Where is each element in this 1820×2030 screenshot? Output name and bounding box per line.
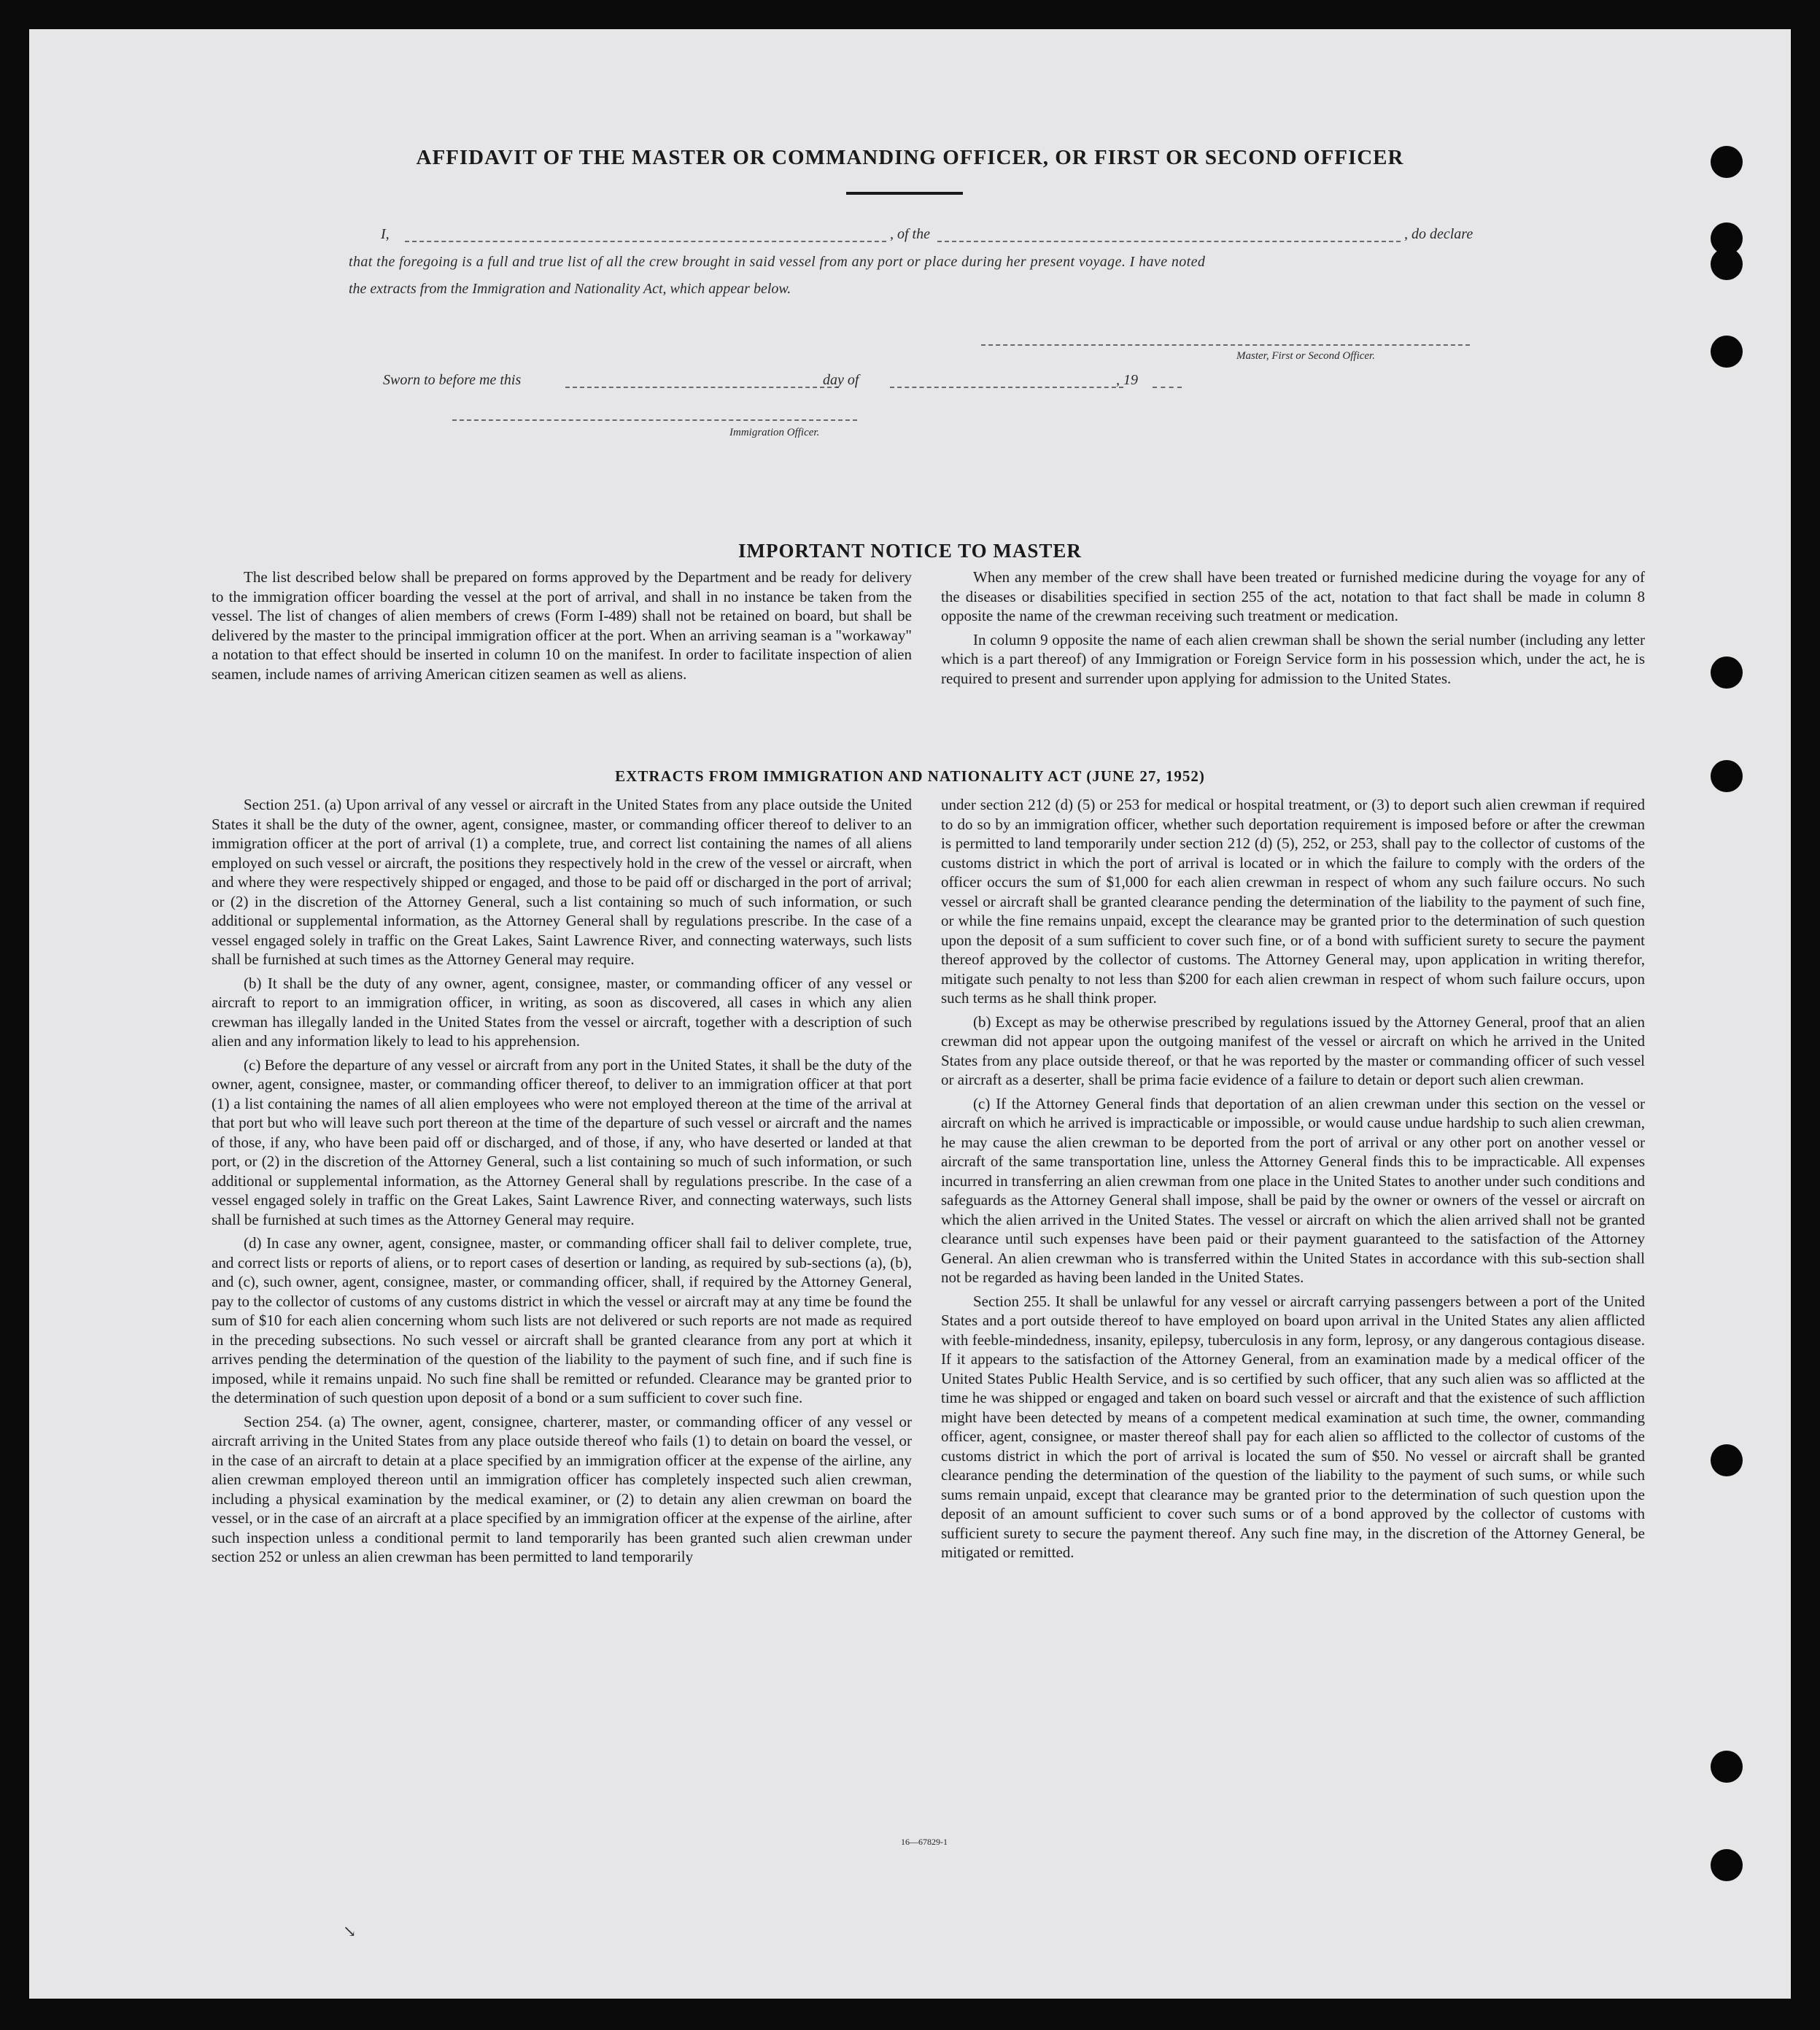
immigration-officer-signature-line[interactable] bbox=[452, 419, 857, 421]
declarant-label: I, bbox=[381, 226, 390, 242]
section-paragraph: (d) In case any owner, agent, consignee, master, or commanding officer shall fail to deliver complete, true, and correct lists or reports of aliens, or to report cases of desertion or landing, as required by sub-sections (a), (b), and (c), such owner, agent, consignee, master, or commanding officer, shall, if required by the Attorney General, pay to the collector of customs of any customs district in which the vessel or aircraft may at any time be found the sum of $10 for each alien concerning whom such lists are not delivered or such reports are not made as required in the preceding subsections. No such vessel or aircraft shall be granted clearance from any port at which it arrives pending the determination of the question of the liability to the payment of such fine, and if such fine is imposed, while it remains unpaid. No such fine shall be remitted or refunded. Clearance may be granted prior to the determination of such question upon deposit of a bond or a sum sufficient to cover such fine. bbox=[212, 1234, 912, 1406]
form-code: 16—67829-1 bbox=[901, 1837, 948, 1847]
year-prefix: , 19 bbox=[1116, 372, 1138, 388]
sworn-year-field[interactable] bbox=[1153, 387, 1182, 388]
punch-hole bbox=[1711, 1849, 1743, 1881]
vessel-name-field[interactable] bbox=[937, 241, 1401, 242]
master-signature-line[interactable] bbox=[981, 344, 1470, 346]
section-paragraph: (b) Except as may be otherwise prescribed by regulations issued by the Attorney General, proof that an alien crewman did not appear upon the outgoing manifest of the vessel or aircraft on which he arrived in the United States from any place outside thereof, or that he was reported by the master or commanding officer of such vessel or aircraft as a deserter, shall be prima facie evidence of a failure to detain or deport such alien crewman. bbox=[941, 1012, 1645, 1088]
punch-hole bbox=[1711, 248, 1743, 280]
section-paragraph: under section 212 (d) (5) or 253 for medical or hospital treatment, or (3) to deport such alien crewman if required to do so by an immigration officer, whether such deportation requirement is imposed before or after the crewman is permitted to land temporarily under section 212 (d) (5), 252, or 253, shall pay to the collector of customs of the customs district in which the port of arrival is located or in which the failure to comply with the orders of the officer occurs the sum of $1,000 for each alien crewman in respect of whom any such failure occurs. No such vessel or aircraft shall be granted clearance pending the determination of the liability to the payment of such fine, or while the fine remains unpaid, except the clearance may be granted prior to the determination of such question upon the deposit of a sum sufficient to cover such fine, or of a bond with sufficient surety to secure the payment thereof approved by the collector of customs. The Attorney General may, upon application in writing therefor, mitigate such penalty to not less than $200 for each alien crewman in respect of whom such failure occurs, upon such terms as he shall think proper. bbox=[941, 796, 1645, 1007]
notice-paragraph: The list described below shall be prepared on forms approved by the Department and be ready for delivery to the immigration officer boarding the vessel at the port of arrival, and shall in no instance be taken from the vessel. The list of changes of alien members of crews (Form I-489) shall not be retained on board, but shall be delivered by the master to the principal immigration officer at the port. When an arriving seaman is a "workaway" a notation to that effect should be inserted in column 10 on the manifest. In order to facilitate inspection of alien seamen, include names of arriving American citizen seamen as well as aliens. bbox=[212, 568, 912, 683]
affidavit-title: AFFIDAVIT OF THE MASTER OR COMMANDING OFFICER, OR FIRST OR SECOND OFFICER bbox=[416, 146, 1404, 169]
declare-label: , do declare bbox=[1404, 226, 1474, 242]
sworn-month-field[interactable] bbox=[890, 387, 1123, 388]
section-paragraph: (c) If the Attorney General finds that deportation of an alien crewman under this section on the vessel or aircraft on which he arrived is impracticable or impossible, or would cause undue hardship to such alien crewman, he may cause the alien crewman to be deported from the port of arrival or any other port on another vessel or aircraft of the same transportation line, unless the Attorney General finds this to be impracticable. All expenses incurred in transferring an alien crewman from one place in the United States to another under such conditions and safeguards as the Attorney General shall impose, shall be paid by the owner or owners of the vessel or aircraft on which the alien arrived in the United States. The vessel or aircraft on which the alien arrived shall not be granted clearance until such expenses have been paid or their payment guaranteed to the satisfaction of the Attorney General. An alien crewman who is transferred within the United States in accordance with this sub-section shall not be regarded as having been landed in the United States. bbox=[941, 1094, 1645, 1286]
punch-hole bbox=[1711, 1751, 1743, 1783]
extracts-title: EXTRACTS FROM IMMIGRATION AND NATIONALITY ACT (JUNE 27, 1952) bbox=[615, 767, 1205, 785]
master-signature-caption: Master, First or Second Officer. bbox=[1236, 350, 1375, 362]
notice-title: IMPORTANT NOTICE TO MASTER bbox=[738, 540, 1082, 562]
punch-hole bbox=[1711, 656, 1743, 689]
punch-hole bbox=[1711, 336, 1743, 368]
stray-mark: ↘ bbox=[343, 1922, 357, 1940]
notice-right-column bbox=[941, 567, 1645, 692]
notice-paragraph: In column 9 opposite the name of each alien crewman shall be shown the serial number (including any letter which is a part thereof) of any Immigration or Foreign Service form in his possession which, under the act, he is required to present and surrender upon applying for admission to the United States. bbox=[941, 630, 1645, 687]
declaration-text-line-2: the extracts from the Immigration and Nationality Act, which appear below. bbox=[349, 281, 791, 297]
extracts-right-column bbox=[941, 795, 1645, 1567]
document-page bbox=[29, 29, 1791, 1999]
section-paragraph: Section 251. (a) Upon arrival of any vessel or aircraft in the United States from any place outside the United States it shall be the duty of the owner, agent, consignee, master, or commanding officer thereof to deliver to an immigration officer at the port of arrival (1) a complete, true, and correct list containing the names of all aliens employed on such vessel or aircraft, the positions they respectively hold in the crew of the vessel or aircraft, when and where they were respectively shipped or engaged, and those to be paid off or discharged in the port of arrival; or (2) in the discretion of the Attorney General, such a list containing so much of such information, or such additional or supplemental information, as the Attorney General shall by regulations prescribe. In the case of a vessel engaged solely in traffic on the Great Lakes, Saint Lawrence River, and connecting waterways, such lists shall be furnished at such times as the Attorney General may require. bbox=[212, 796, 912, 968]
section-paragraph: Section 255. It shall be unlawful for any vessel or aircraft carrying passengers between a port of the United States and a port outside thereof to have employed on board upon arrival in the United States any alien afflicted with feeble-mindedness, insanity, epilepsy, tuberculosis in any form, leprosy, or any dangerous contagious disease. If it appears to the satisfaction of the Attorney General, from an examination made by a medical officer of the United States Public Health Service, and is so certified by such officer, that any such alien was so afflicted at the time he was shipped or engaged and taken on board such vessel or aircraft and that the existence of such affliction might have been detected by means of a competent medical examination at such time, the owner, commanding officer, agent, consignee, or master thereof shall pay for each alien so afflicted to the collector of customs of the customs district in which the port of arrival is located the sum of $50. No vessel or aircraft shall be granted clearance pending the determination of the question of the liability to the payment of such sums, or while such sums remain unpaid, except that clearance may be granted prior to the determination of such question upon the deposit of an amount sufficient to cover such sums or of a bond approved by the collector of customs with sufficient surety to secure the payment thereof. Any such fine may, in the discretion of the Attorney General, be mitigated or remitted. bbox=[941, 1292, 1645, 1561]
declaration-text-line-1: that the foregoing is a full and true list of all the crew brought in said vessel from any port or place during her present voyage. I have noted bbox=[349, 254, 1206, 270]
section-paragraph: Section 254. (a) The owner, agent, consignee, charterer, master, or commanding officer of any vessel or aircraft arriving in the United States from any place outside thereof who fails (1) to detain on board the vessel, or in the case of an aircraft to detain at a place specified by an immigration officer at the expense of the airline, any alien crewman employed thereon until an immigration officer has completely inspected such alien crewman, including a physical examination by the medical examiner, or (2) to detain any alien crewman on board the vessel, or in the case of an aircraft at a place specified by an immigration officer at the expense of the airline, after such inspection unless a conditional permit to land temporarily has been granted such alien crewman under section 252 or unless an alien crewman has been permitted to land temporarily bbox=[212, 1412, 912, 1565]
section-paragraph: (b) It shall be the duty of any owner, agent, consignee, master, or commanding officer of any vessel or aircraft to report to an immigration officer, in writing, as soon as discovered, all cases in which any alien crewman has illegally landed in the United States from the vessel or aircraft, together with a description of such alien and any information likely to lead to his apprehension. bbox=[212, 974, 912, 1050]
day-of-label: day of bbox=[823, 372, 859, 388]
immigration-officer-caption: Immigration Officer. bbox=[729, 427, 820, 438]
punch-hole bbox=[1711, 1444, 1743, 1476]
sworn-day-field[interactable] bbox=[565, 387, 839, 388]
notice-left-column bbox=[212, 567, 912, 688]
notice-paragraph: When any member of the crew shall have been treated or furnished medicine during the voyage for any of the diseases or disabilities specified in section 255 of the act, notation to that fact shall be made in column 8 opposite the name of the crewman receiving such treatment or medication. bbox=[941, 568, 1645, 624]
title-underline bbox=[846, 192, 963, 195]
section-paragraph: (c) Before the departure of any vessel or aircraft from any port in the United States, it shall be the duty of the owner, agent, consignee, master, or commanding officer thereof, to deliver to an immigration officer at that port (1) a list containing the names of all alien employees who were not employed thereon at the time of the arrival at that port but who will leave such port thereon at the time of the departure of such vessel or aircraft and the names of those, if any, who have been paid off or discharged, and of those, if any, who have deserted or landed at that port, or (2) in the discretion of the Attorney General, such a list containing so much of such information, or such additional or supplemental information, as the Attorney General shall by regulations prescribe. In the case of a vessel engaged solely in traffic on the Great Lakes, Saint Lawrence River, and connecting waterways, such lists shall be furnished at such times as the Attorney General may require. bbox=[212, 1055, 912, 1228]
declarant-name-field[interactable] bbox=[405, 241, 886, 242]
sworn-label: Sworn to before me this bbox=[383, 372, 522, 388]
vessel-label: , of the bbox=[890, 226, 930, 242]
extracts-left-column bbox=[212, 795, 912, 1571]
